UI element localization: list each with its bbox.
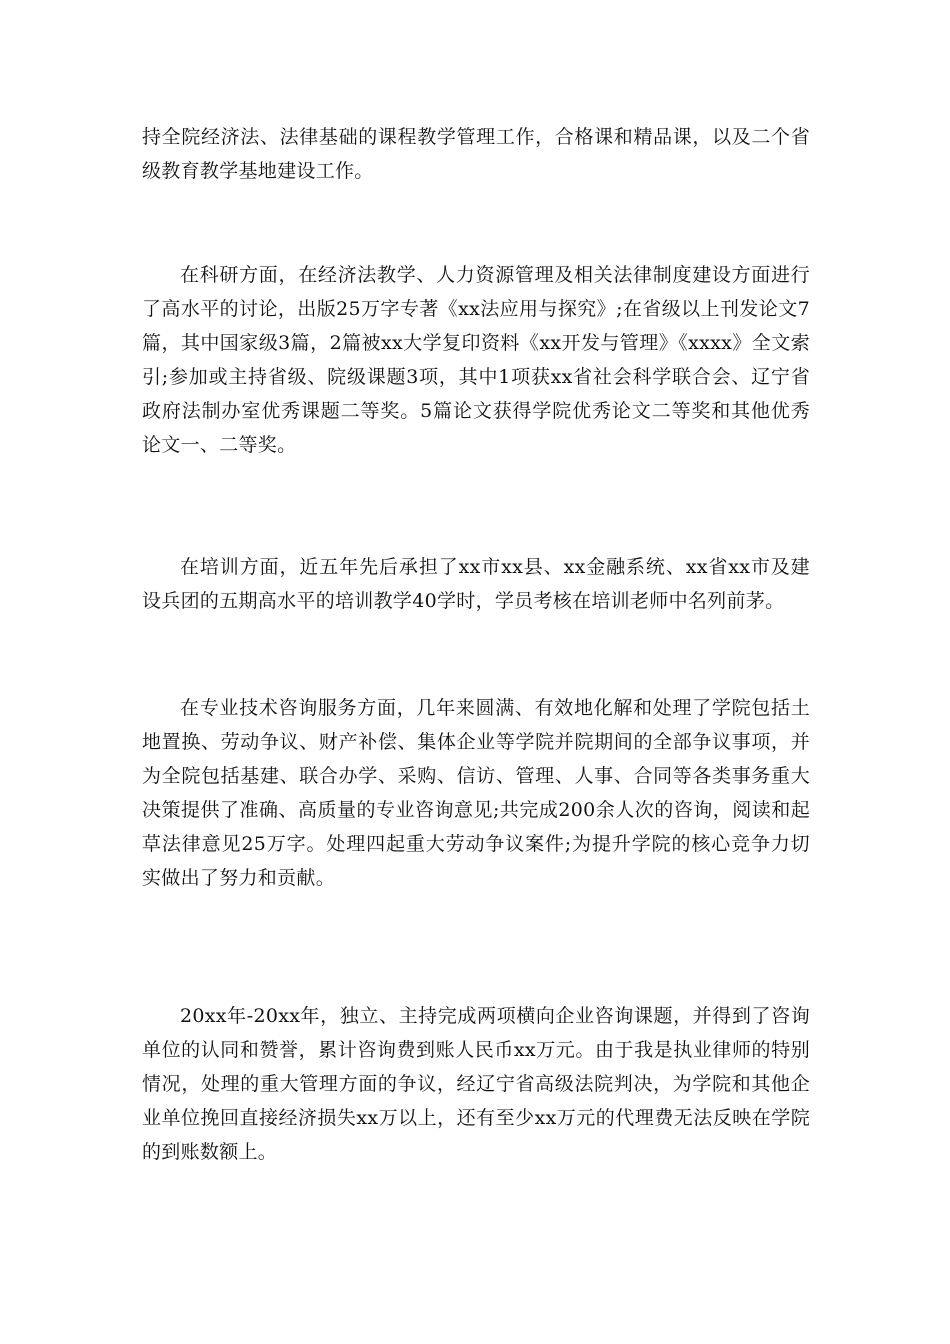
paragraph-research: 在科研方面，在经济法教学、人力资源管理及相关法律制度建设方面进行了高水平的讨论，出版25万字专著《xx法应用与探究》;在省级以上刊发论文7篇，其中国家级3篇，2篇被xx大学复印资料《xx开发与管理》《xxxx》全文索引;参加或主持省级、院级课题3项，其中1项获xx省社会科学联合会、辽宁省政府法制办室优秀课题二等奖。5篇论文获得学院优秀论文二等奖和其他优秀论文一、二等奖。 bbox=[142, 264, 810, 456]
paragraph-teaching-management: 持全院经济法、法律基础的课程教学管理工作，合格课和精品课，以及二个省级教育教学基地建设工作。 bbox=[142, 126, 810, 182]
paragraph-training: 在培训方面，近五年先后承担了xx市xx县、xx金融系统、xx省xx市及建设兵团的五期高水平的培训教学40学时，学员考核在培训老师中名列前茅。 bbox=[142, 556, 810, 612]
paragraph-enterprise-projects: 20xx年-20xx年，独立、主持完成两项横向企业咨询课题，并得到了咨询单位的认同和赞誉，累计咨询费到账人民币xx万元。由于我是执业律师的特别情况，处理的重大管理方面的争议，经辽宁省高级法院判决，为学院和其他企业单位挽回直接经济损失xx万以上，还有至少xx万元的代理费无法反映在学院的到账数额上。 bbox=[142, 1005, 810, 1163]
paragraph-consulting-services: 在专业技术咨询服务方面，几年来圆满、有效地化解和处理了学院包括土地置换、劳动争议、财产补偿、集体企业等学院并院期间的全部争议事项，并为全院包括基建、联合办学、采购、信访、管理、人事、合同等各类事务重大决策提供了准确、高质量的专业咨询意见;共完成200余人次的咨询，阅读和起草法律意见25万字。处理四起重大劳动争议案件;为提升学院的核心竞争力切实做出了努力和贡献。 bbox=[142, 697, 810, 889]
